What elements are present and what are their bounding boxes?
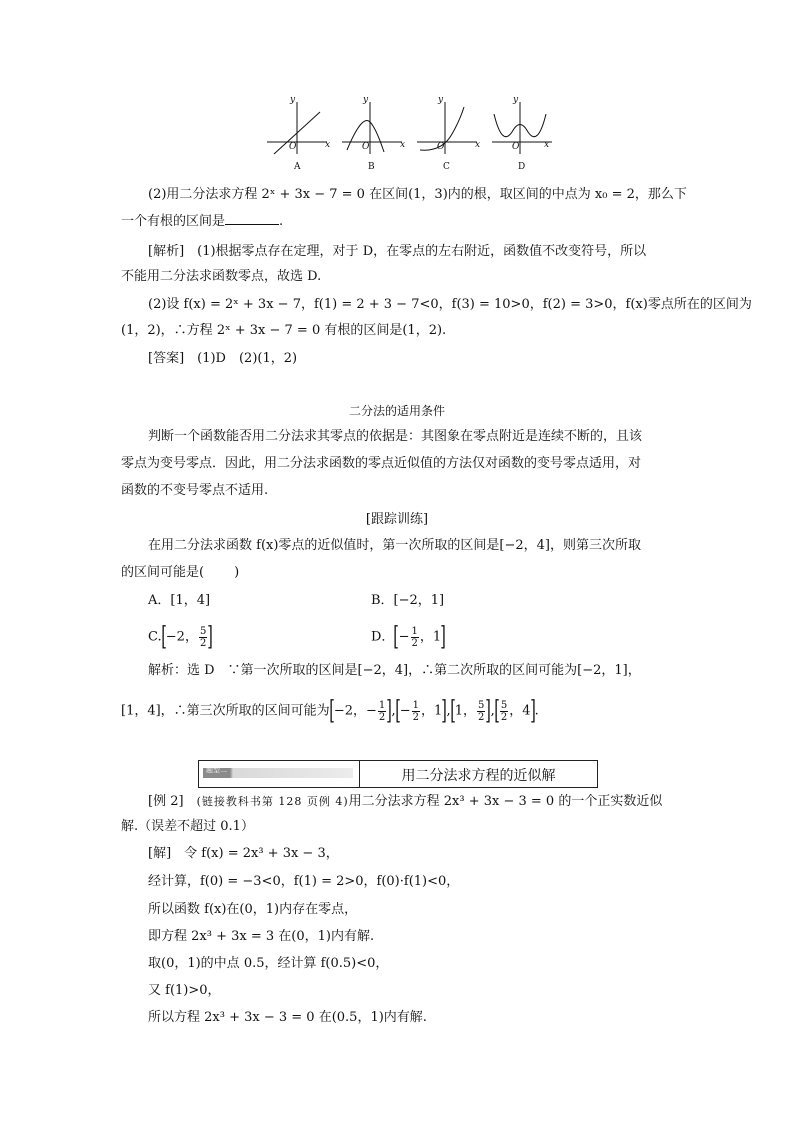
example-sol3: 所以函数 f(x)在(0，1)内存在零点， xyxy=(148,902,358,917)
interval4-b: ，4 xyxy=(509,703,531,719)
fraction xyxy=(411,626,419,649)
example-sol4: 即方程 2x³ + 3x = 3 在(0，1)内有解. xyxy=(148,929,375,944)
example-textbook-note: (链接教科书第 128 页例 4) xyxy=(196,795,349,808)
graph-figure xyxy=(262,92,552,182)
bracket-left: [ xyxy=(328,696,335,726)
solution-line2-text: [1，4]，∴第三次所取的区间可能为 xyxy=(121,703,330,719)
fraction-num: 5 xyxy=(199,625,207,637)
graph-b-y-label: y xyxy=(363,95,369,105)
training-q-line2 xyxy=(121,564,239,582)
section-header xyxy=(198,760,598,788)
graph-c-origin: O xyxy=(437,142,445,152)
fraction-den: 2 xyxy=(411,637,418,649)
fraction-num: 5 xyxy=(478,699,485,711)
note-title: 二分法的适用条件 xyxy=(348,404,445,418)
bracket-left: [ xyxy=(394,696,401,726)
bracket-right: ] xyxy=(440,622,447,652)
section-title: 用二分法求方程的近似解 xyxy=(401,768,556,784)
note-line3: 函数的不变号零点不适用. xyxy=(121,483,269,498)
example-line2: 解.（误差不超过 0.1） xyxy=(121,819,254,834)
example-question: 用二分法求方程 2x³ + 3x − 3 = 0 的一个正实数近似 xyxy=(348,794,663,809)
q2-line2 xyxy=(121,212,283,231)
bracket-right: ] xyxy=(485,696,492,726)
graph-c-x-label: x xyxy=(475,140,481,150)
fraction xyxy=(199,626,207,649)
interval1-a: −2，− xyxy=(333,703,377,719)
section-tag-text: 题型二 xyxy=(206,766,227,774)
example-sol7: 所以方程 2x³ + 3x − 3 = 0 在(0.5，1)内有解. xyxy=(148,1010,427,1025)
option-d-sign: − xyxy=(398,629,410,645)
note-line1: 判断一个函数能否用二分法求其零点的依据是：其图象在零点附近是连续不断的，且该 xyxy=(148,429,643,444)
fraction-num: 1 xyxy=(378,699,386,711)
graph-label-c: C xyxy=(443,162,450,172)
bracket-left: [ xyxy=(393,622,400,652)
analysis-line3: (2)设 f(x) = 2ˣ + 3x − 7，f(1) = 2 + 3 − 7<0，f(3) = 10>0，f(2) = 3>0，f(x)零点所在的区间为 xyxy=(148,297,752,312)
graph-d-origin: O xyxy=(512,142,520,152)
bracket-left: [ xyxy=(493,696,500,726)
fraction-den: 2 xyxy=(199,637,207,649)
graph-label-a: A xyxy=(294,162,301,172)
bracket-right: ] xyxy=(529,696,536,726)
fraction-den: 2 xyxy=(378,711,386,723)
graph-d-x-label: x xyxy=(544,140,550,150)
graph-d-y-label: y xyxy=(513,95,519,105)
training-title: [跟踪训练] xyxy=(365,512,429,527)
bracket-left: [ xyxy=(160,622,167,652)
fraction xyxy=(477,700,485,723)
answer-blank xyxy=(225,212,279,225)
example-sol5: 取(0，1)的中点 0.5，经计算 f(0.5)<0， xyxy=(148,956,389,971)
fraction-den: 2 xyxy=(412,711,420,723)
graph-b-origin: O xyxy=(362,142,370,152)
example-label: [例 2] xyxy=(148,794,197,809)
graph-a-x-label: x xyxy=(325,140,331,150)
fraction xyxy=(378,700,386,723)
bracket-right: ] xyxy=(207,622,214,652)
solution-line1: 解析：选 D ∵第一次所取的区间是[−2，4]，∴第二次所取的区间可能为[−2，1]， xyxy=(148,663,641,678)
training-q-line2-end: ) xyxy=(234,565,240,580)
fraction-num: 5 xyxy=(500,699,508,711)
bracket-left: [ xyxy=(449,696,456,726)
graph-label-b: B xyxy=(368,162,375,172)
solution-line2: [1，4]，∴第三次所取的区间可能为[−2，− $\frac{1}{2}$ ],[− $\frac{1}{2}$ ，1],[1， $\frac{5}{2}$ ],[ $\frac{5}{2}$ ，4]. xyxy=(121,696,539,726)
graph-a-origin: O xyxy=(289,142,297,152)
section-tag xyxy=(203,768,353,778)
fraction-den: 2 xyxy=(500,711,508,723)
q2-line1: (2)用二分法求方程 2ˣ + 3x − 7 = 0 在区间(1，3)内的根，取区间的中点为 x₀ = 2，那么下 xyxy=(148,187,687,202)
interval2-b: ，1 xyxy=(421,703,443,719)
graph-b-x-label: x xyxy=(400,140,406,150)
example-sol1: [解] 令 f(x) = 2x³ + 3x − 3， xyxy=(148,846,339,861)
bracket-right: ] xyxy=(441,696,448,726)
function-graphs xyxy=(262,92,552,182)
bracket-right: ] xyxy=(386,696,393,726)
solution-end: . xyxy=(534,703,539,719)
analysis-line4: (1，2)，∴方程 2ˣ + 3x − 7 = 0 有根的区间是(1，2). xyxy=(121,323,447,338)
option-c xyxy=(148,624,212,650)
option-b: B．[−2，1] xyxy=(371,593,445,608)
interval3-a: 1， xyxy=(454,703,477,719)
fraction-num: 1 xyxy=(412,699,420,711)
option-c-label: C. xyxy=(148,629,162,645)
fraction-den: 2 xyxy=(478,711,485,723)
fraction xyxy=(500,700,508,723)
option-d xyxy=(371,624,445,650)
option-a: A．[1，4] xyxy=(148,593,211,608)
interval2-a: − xyxy=(399,703,411,719)
example-sol6: 又 f(1)>0， xyxy=(148,983,221,998)
note-line2: 零点为变号零点．因此，用二分法求函数的零点近似值的方法仅对函数的变号零点适用，对 xyxy=(121,456,642,471)
analysis-line1: [解析] (1)根据零点存在定理，对于 D，在零点的左右附近，函数值不改变符号，所以 xyxy=(148,244,647,259)
option-d-value: ，1 xyxy=(419,629,442,645)
graph-c-y-label: y xyxy=(438,95,444,105)
analysis-line2: 不能用二分法求函数零点，故选 D. xyxy=(121,269,322,284)
q2-line2-end: . xyxy=(279,214,284,229)
example-line1 xyxy=(148,793,662,811)
fraction-num: 1 xyxy=(411,625,418,637)
q2-line2-text: 一个有根的区间是 xyxy=(121,214,226,229)
graph-label-d: D xyxy=(518,162,526,172)
answer-line: [答案] (1)D (2)(1，2) xyxy=(148,351,298,366)
example-sol2: 经计算，f(0) = −3<0，f(1) = 2>0，f(0)·f(1)<0， xyxy=(148,874,460,889)
fraction xyxy=(412,700,420,723)
training-q-line1: 在用二分法求函数 f(x)零点的近似值时，第一次所取的区间是[−2，4]，则第三次所取 xyxy=(148,538,641,553)
graph-a-y-label: y xyxy=(290,95,296,105)
option-d-label: D． xyxy=(371,629,395,645)
option-c-value: −2， xyxy=(165,629,198,645)
training-q-line2-text: 的区间可能是( xyxy=(121,565,205,580)
